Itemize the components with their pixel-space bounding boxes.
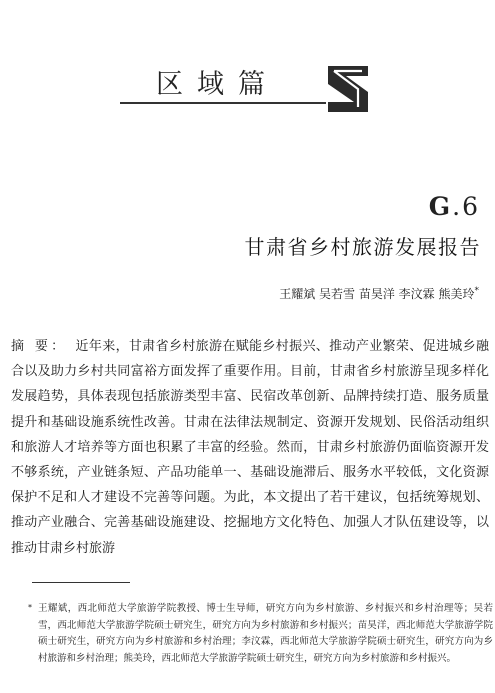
stepped-s-logo-icon: [324, 62, 372, 116]
footnote-mark: *: [28, 603, 32, 612]
chapter-letter: G: [428, 192, 452, 221]
chapter-dot: .: [452, 192, 462, 221]
abstract-label: 摘 要：: [11, 339, 68, 354]
chapter-code: [429, 192, 479, 221]
chapter-number: 6: [462, 192, 479, 221]
author-line: [279, 285, 479, 302]
section-underline: [120, 102, 326, 104]
author-footnote-mark: *: [474, 286, 479, 296]
article-title: 甘肃省乡村旅游发展报告: [244, 235, 481, 259]
abstract-paragraph: [11, 334, 489, 561]
section-title: 区域篇: [156, 69, 279, 100]
authors-names: 王耀斌 吴若雪 苗昊洋 李汶霖 熊美玲: [279, 287, 475, 301]
abstract-text: 近年来，甘肃省乡村旅游在赋能乡村振兴、推动产业繁荣、促进城乡融合以及助力乡村共同富裕方面发挥了重要作用。目前，甘肃省乡村旅游呈现多样化发展趋势，具体表现包括旅游类型丰富、民宿改革创新、品牌持续打造、服务质量提升和基础设施系统性改善。甘肃在法律法规制定、资源开发规划、民俗活动组织和旅游人才培养等方面也积累了丰富的经验。然而，甘肃乡村旅游仍面临资源开发不够系统，产业链条短、产品功能单一、基础设施滞后、服务水平较低，文化资源保护不足和人才建设不完善等问题。为此，本文提出了若干建议，包括统筹规划、推动产业融合、完善基础设施建设、挖掘地方文化特色、加强人才队伍建设等，以推动甘肃乡村旅游: [11, 339, 489, 556]
footnote-text: 王耀斌，西北师范大学旅游学院教授、博士生导师，研究方向为乡村旅游、乡村振兴和乡村治理等；吴若雪，西北师范大学旅游学院硕士研究生，研究方向为乡村旅游和乡村振兴；苗昊洋，西北师范大学旅游学院硕士研究生，研究方向为乡村旅游和乡村治理；李汶霖，西北师范大学旅游学院硕士研究生，研究方向为乡村旅游和乡村治理；熊美玲，西北师范大学旅游学院硕士研究生，研究方向为乡村旅游和乡村振兴。: [38, 603, 493, 664]
footnote-divider: [32, 582, 130, 583]
